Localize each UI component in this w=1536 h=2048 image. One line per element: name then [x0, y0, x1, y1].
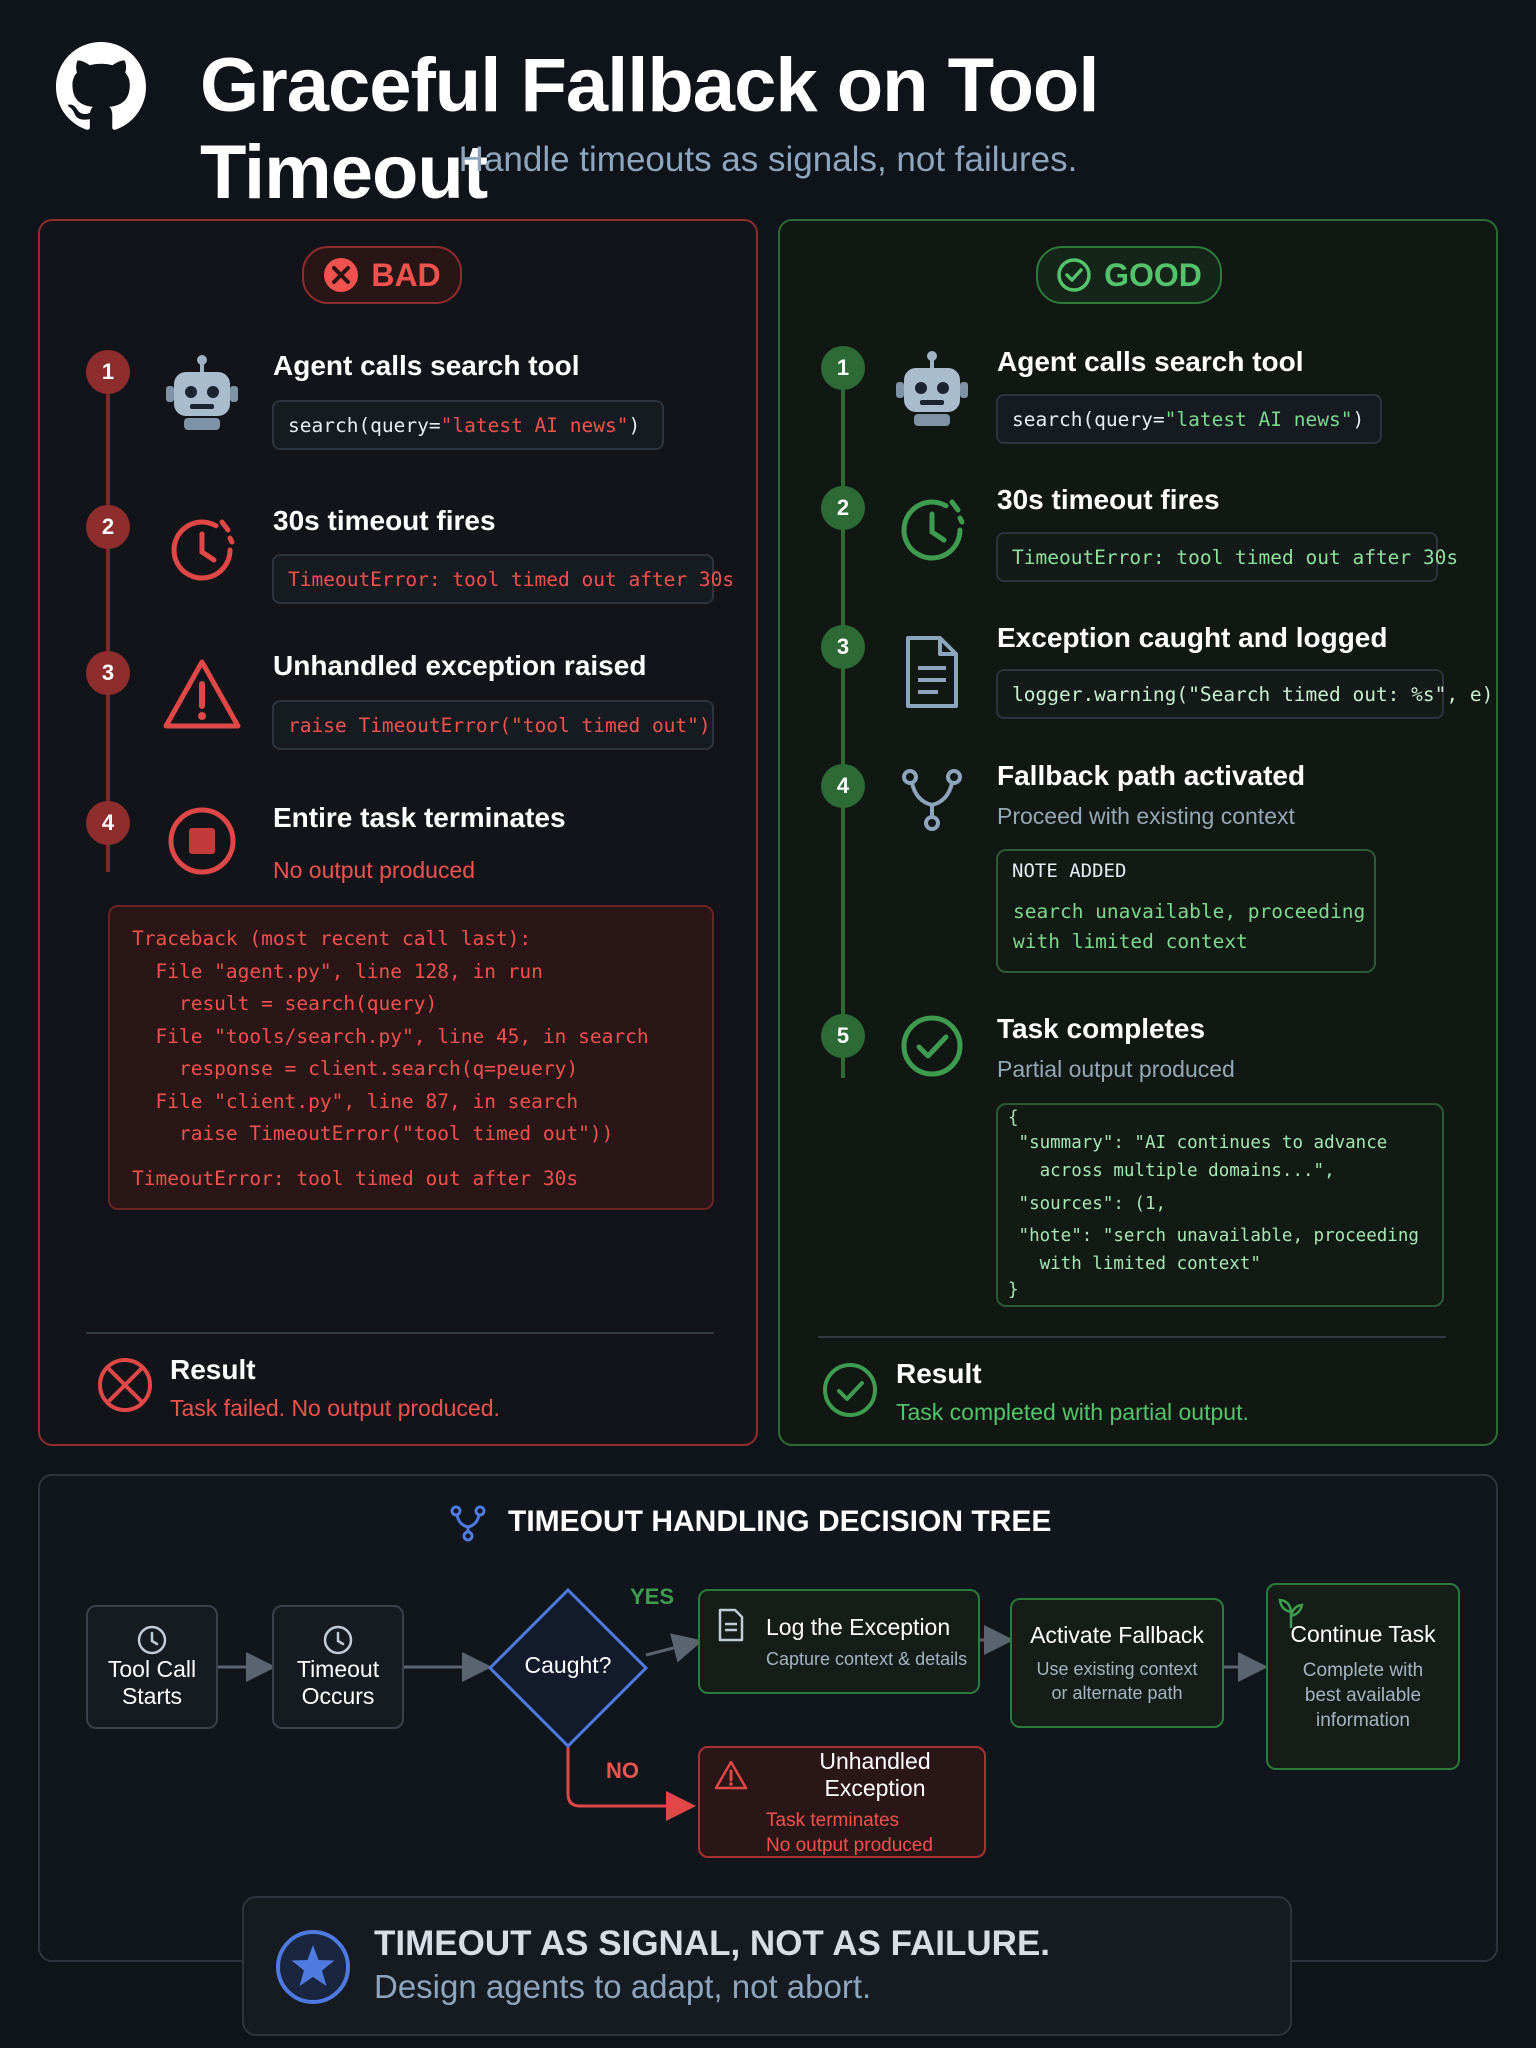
- good-step-4-title: Fallback path activated: [997, 760, 1306, 791]
- decision-tree-title: TIMEOUT HANDLING DECISION TREE: [508, 1505, 1052, 1538]
- node-timeout-occurs: Timeout Occurs: [272, 1605, 404, 1729]
- x-circle-icon: [323, 257, 359, 293]
- good-step-2-number: 2: [821, 486, 865, 530]
- document-icon: [890, 630, 974, 714]
- bad-badge-label: BAD: [371, 256, 441, 293]
- bad-step-1-number: 1: [86, 350, 130, 394]
- traceback-line: raise TimeoutError("tool timed out")): [132, 1122, 614, 1145]
- json-line: with limited context": [1008, 1254, 1261, 1274]
- github-icon: [56, 42, 146, 132]
- branch-icon: [448, 1503, 488, 1543]
- json-line: across multiple domains...",: [1008, 1161, 1335, 1181]
- bad-step-2-title: 30s timeout fires: [273, 505, 496, 536]
- clock-icon: [890, 488, 974, 572]
- document-icon: [716, 1608, 746, 1642]
- bad-result-title: Result: [170, 1354, 256, 1385]
- good-badge: [1036, 246, 1222, 304]
- node-unhandled-exception: Unhandled Exception Task terminates No output produced: [698, 1746, 986, 1858]
- bad-step-1-code: search(query= "latest AI news" ): [272, 400, 664, 450]
- no-label: NO: [606, 1758, 639, 1783]
- bad-badge: [302, 246, 462, 304]
- good-step-2-title: 30s timeout fires: [997, 484, 1220, 515]
- good-step-1-number: 1: [821, 346, 865, 390]
- traceback-line: File "client.py", line 87, in search: [132, 1089, 579, 1113]
- x-circle-icon: [96, 1356, 154, 1414]
- bad-step-3-code: raise TimeoutError("tool timed out"): [272, 700, 714, 750]
- good-result-title: Result: [896, 1358, 982, 1389]
- callout-heading: TIMEOUT AS SIGNAL, NOT AS FAILURE.: [374, 1924, 1051, 1963]
- node-activate-fallback: Activate Fallback Use existing context or alternate path: [1010, 1598, 1224, 1728]
- note-text: search unavailable, proceeding: [1013, 900, 1366, 923]
- json-line: {: [1008, 1108, 1019, 1128]
- good-badge-label: GOOD: [1104, 256, 1202, 293]
- page-subtitle: Handle timeouts as signals, not failures.: [458, 140, 1078, 179]
- yes-label: YES: [630, 1584, 675, 1609]
- good-step-4-subtitle: Proceed with existing context: [997, 803, 1295, 829]
- good-step-5-subtitle: Partial output produced: [997, 1056, 1235, 1082]
- good-step-5-number: 5: [821, 1014, 865, 1058]
- good-step-1-code: search(query= "latest AI news" ): [996, 394, 1382, 444]
- node-continue-task: Continue Task Complete with best available information: [1266, 1583, 1460, 1770]
- star-icon: [274, 1928, 352, 2006]
- callout-box: [242, 1896, 1292, 2036]
- json-line: "sources": (1,: [1008, 1194, 1167, 1214]
- bad-step-3-number: 3: [86, 651, 130, 695]
- bad-step-3-title: Unhandled exception raised: [273, 650, 647, 681]
- bad-timeline: [106, 372, 110, 872]
- traceback-line: Traceback (most recent call last):: [132, 927, 532, 950]
- bad-step-1-title: Agent calls search tool: [273, 350, 580, 381]
- json-line: "summary": "AI continues to advance: [1008, 1133, 1388, 1153]
- json-line: "hote": "serch unavailable, proceeding: [1008, 1226, 1419, 1246]
- good-step-3-title: Exception caught and logged: [997, 622, 1388, 653]
- bad-result-text: Task failed. No output produced.: [170, 1395, 500, 1421]
- check-circle-icon: [820, 1360, 880, 1420]
- robot-icon: [890, 348, 974, 432]
- good-divider: [818, 1336, 1446, 1338]
- stop-icon: [160, 799, 244, 883]
- check-circle-icon: [890, 1004, 974, 1088]
- traceback-line: response = client.search(q=peuery): [132, 1057, 579, 1080]
- decision-label: Caught?: [524, 1652, 612, 1678]
- good-step-2-code: TimeoutError: tool timed out after 30s: [996, 532, 1438, 582]
- good-step-3-code: logger.warning("Search timed out: %s", e): [996, 669, 1444, 719]
- note-heading: NOTE ADDED: [1012, 860, 1127, 882]
- good-timeline: [841, 368, 845, 1078]
- note-text: with limited context: [1013, 930, 1248, 953]
- good-step-4-number: 4: [821, 764, 865, 808]
- bad-step-4-title: Entire task terminates: [273, 802, 566, 833]
- node-tool-call-starts: Tool Call Starts: [86, 1605, 218, 1729]
- good-step-1-title: Agent calls search tool: [997, 346, 1304, 377]
- good-step-5-title: Task completes: [997, 1013, 1206, 1044]
- bad-step-4-number: 4: [86, 801, 130, 845]
- clock-icon: [136, 1624, 168, 1656]
- page-title: Graceful Fallback on Tool Timeout: [200, 43, 1099, 215]
- traceback-line: result = search(query): [132, 992, 438, 1015]
- traceback-line: TimeoutError: tool timed out after 30s: [132, 1166, 579, 1190]
- warning-icon: [714, 1760, 748, 1790]
- warning-icon: [160, 654, 244, 738]
- sprout-icon: [1276, 1596, 1306, 1630]
- bad-step-2-number: 2: [86, 505, 130, 549]
- clock-icon: [160, 508, 244, 592]
- good-step-3-number: 3: [821, 625, 865, 669]
- traceback-line: File "tools/search.py", line 45, in search: [132, 1024, 649, 1048]
- traceback-box: [108, 905, 714, 1210]
- robot-icon: [160, 352, 244, 436]
- node-log-exception: Log the Exception Capture context & details: [698, 1589, 980, 1694]
- clock-icon: [322, 1624, 354, 1656]
- json-line: }: [1008, 1280, 1019, 1300]
- branch-icon: [890, 757, 974, 841]
- check-circle-icon: [1056, 257, 1092, 293]
- callout-text: Design agents to adapt, not abort.: [374, 1968, 872, 2005]
- good-result-text: Task completed with partial output.: [896, 1399, 1249, 1425]
- bad-step-4-subtitle: No output produced: [273, 857, 476, 883]
- traceback-line: File "agent.py", line 128, in run: [132, 959, 543, 983]
- bad-divider: [86, 1332, 714, 1334]
- bad-step-2-code: TimeoutError: tool timed out after 30s: [272, 554, 714, 604]
